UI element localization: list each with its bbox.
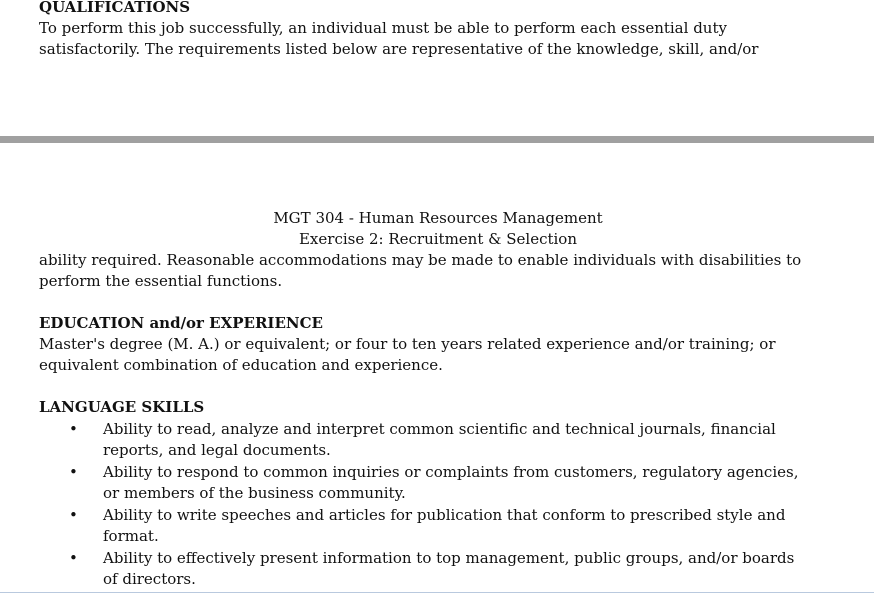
window-bottom-border: [0, 592, 874, 593]
list-item-line: Ability to read, analyze and interpret common scientific and technical journals, financial: [103, 420, 776, 438]
bullet-icon: •: [69, 463, 78, 481]
bullet-icon: •: [69, 506, 78, 524]
page-header-exercise: Exercise 2: Recruitment & Selection: [298, 230, 577, 248]
page-header-course: MGT 304 - Human Resources Management: [273, 209, 603, 227]
list-item-line: format.: [103, 527, 159, 545]
education-text-line: equivalent combination of education and experience.: [39, 356, 443, 374]
continuation-text-line: ability required. Reasonable accommodations may be made to enable individuals with disabilities to: [39, 251, 802, 269]
qualifications-text-line: To perform this job successfully, an individual must be able to perform each essential duty: [39, 19, 727, 37]
list-item-line: Ability to write speeches and articles for publication that conform to prescribed style and: [103, 506, 786, 524]
education-heading: EDUCATION and/or EXPERIENCE: [39, 314, 323, 332]
bullet-icon: •: [69, 420, 78, 438]
document-page-top: [0, 0, 874, 136]
qualifications-text-line: satisfactorily. The requirements listed below are representative of the knowledge, skill, and/or: [39, 40, 759, 58]
bullet-icon: •: [69, 549, 78, 567]
qualifications-heading: QUALIFICATIONS: [39, 0, 191, 16]
list-item-line: Ability to effectively present information to top management, public groups, and/or boards: [103, 549, 795, 567]
list-item-line: of directors.: [103, 570, 196, 588]
continuation-text-line: perform the essential functions.: [39, 272, 283, 290]
language-skills-heading: LANGUAGE SKILLS: [39, 398, 205, 416]
list-item-line: Ability to respond to common inquiries or complaints from customers, regulatory agencies,: [103, 463, 799, 481]
education-text-line: Master's degree (M. A.) or equivalent; or four to ten years related experience and/or training; or: [39, 335, 776, 353]
list-item-line: reports, and legal documents.: [103, 441, 331, 459]
document-page-bottom: [0, 143, 874, 595]
list-item-line: or members of the business community.: [103, 484, 406, 502]
page-break-gap: [0, 136, 874, 143]
